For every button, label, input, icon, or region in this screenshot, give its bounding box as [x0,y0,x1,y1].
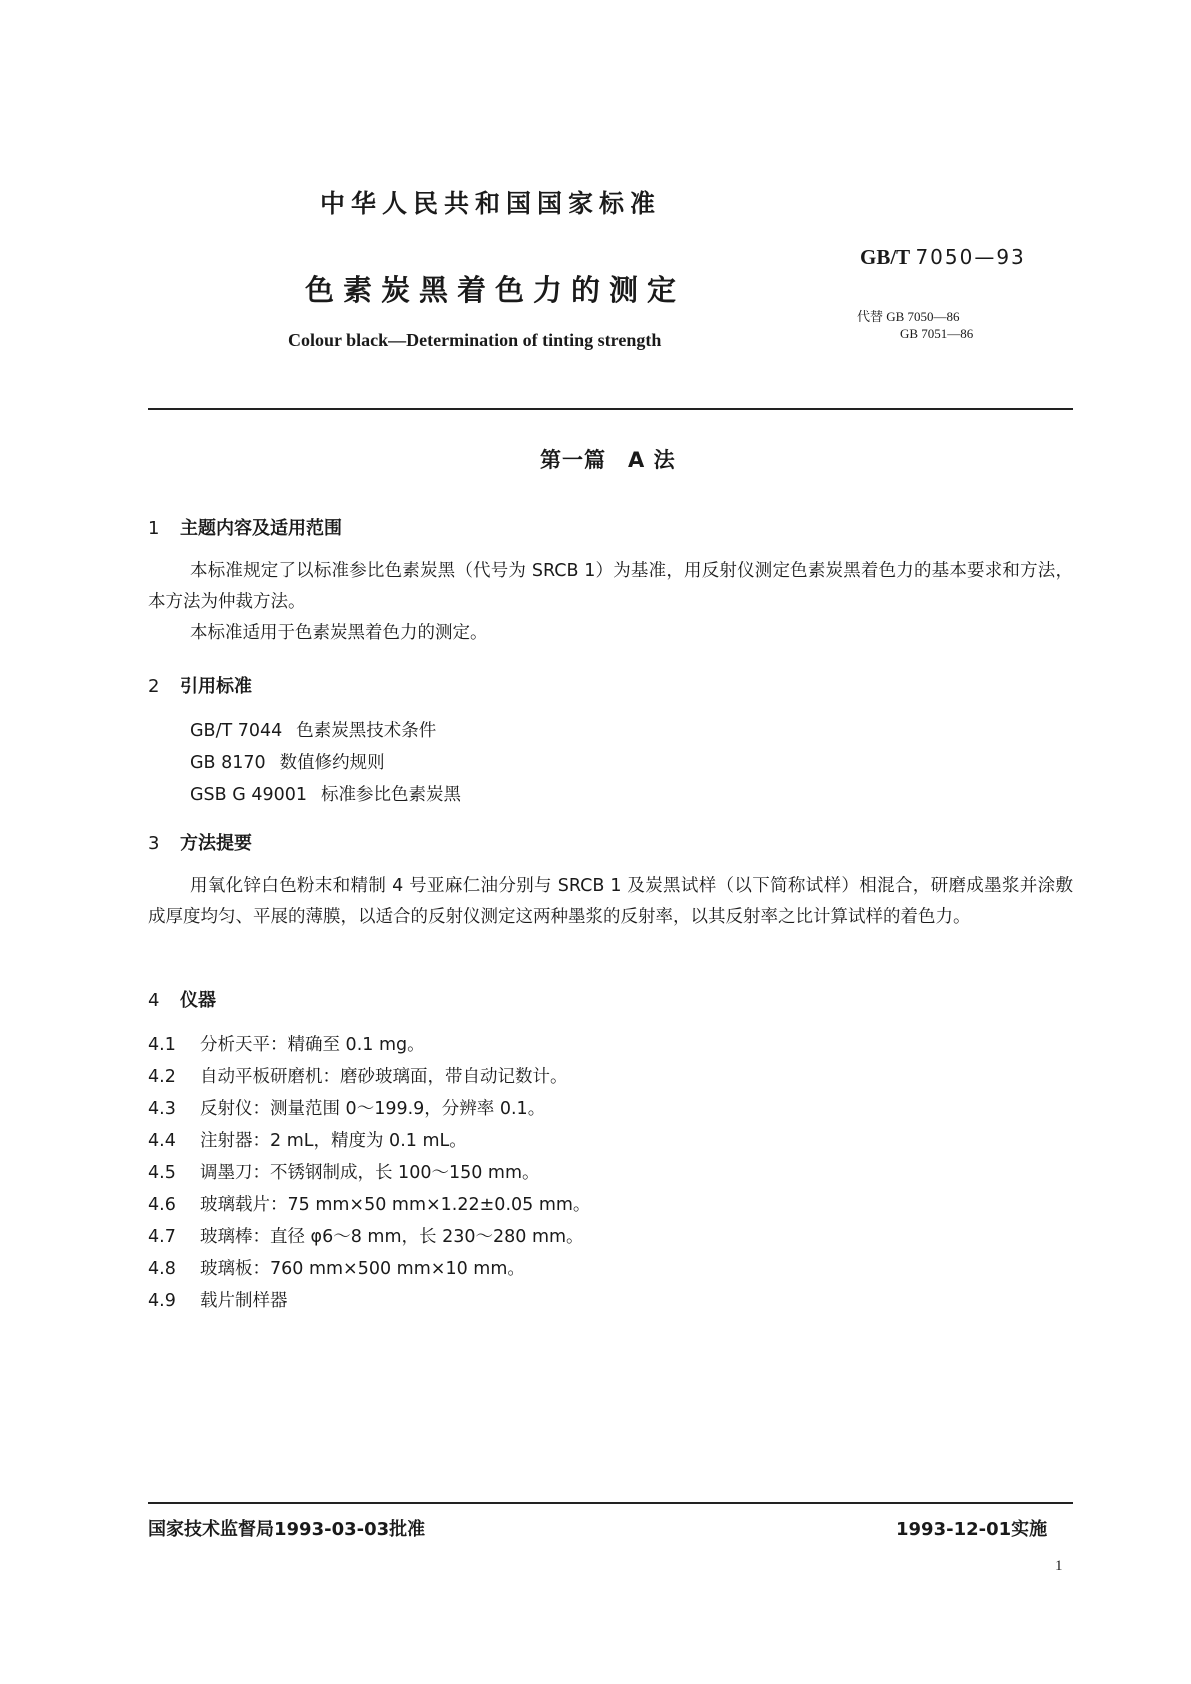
item-text: 调墨刀：不锈钢制成，长 100～150 mm。 [200,1163,540,1183]
item-text: 分析天平：精确至 0.1 mg。 [200,1035,425,1055]
instrument-item [148,1031,425,1056]
item-number: 4.7 [148,1227,176,1247]
page-number: 1 [1055,1558,1063,1574]
item-number: 4.5 [148,1163,176,1183]
document-title: 色素炭黑着色力的测定 [305,273,686,307]
issuing-organization: 中华人民共和国国家标准 [320,189,662,218]
supersedes-block [857,308,973,342]
item-number: 4.8 [148,1259,176,1279]
section-1-number: 1 [148,518,160,539]
reference-code: GSB G 49001 [190,785,308,805]
standard-code: 7050—93 [915,245,1026,269]
reference-code: GB 8170 [190,753,266,773]
reference-code: GB/T 7044 [190,721,283,741]
item-text: 注射器：2 mL，精度为 0.1 mL。 [200,1131,467,1151]
item-text: 载片制样器 [200,1291,288,1311]
reference-name: 色素炭黑技术条件 [296,721,437,741]
instrument-item [148,1287,288,1312]
instrument-item [148,1063,568,1088]
section-4-heading [148,986,216,1012]
section-2-number: 2 [148,676,160,697]
item-text: 反射仪：测量范围 0～199.9，分辨率 0.1。 [200,1099,546,1119]
section-2-title: 引用标准 [180,676,252,697]
section-3-paragraph: 用氧化锌白色粉末和精制 4 号亚麻仁油分别与 SRCB 1 及炭黑试样（以下简称试样）相混合，研磨成墨浆并涂敷成厚度均匀、平展的薄膜，以适合的反射仪测定这两种墨浆的反射率，以其反射率之比计算试样的着色力。 [148,876,1073,927]
header-divider [148,408,1073,410]
section-1-heading [148,514,342,540]
item-text: 自动平板研磨机：磨砂玻璃面，带自动记数计。 [200,1067,568,1087]
section-4-number: 4 [148,990,160,1011]
english-title: Colour black—Determination of tinting strength [288,330,662,350]
section-1-title: 主题内容及适用范围 [180,518,342,539]
instrument-item [148,1159,540,1184]
item-number: 4.2 [148,1067,176,1087]
part-title: 第一篇 A 法 [540,448,676,472]
item-text: 玻璃板：760 mm×500 mm×10 mm。 [200,1259,525,1279]
section-2-heading [148,672,252,698]
footer-divider [148,1502,1073,1504]
implementation-date: 1993-12-01实施 [896,1519,1048,1540]
section-3-heading [148,829,252,855]
instrument-item [148,1191,590,1216]
item-number: 4.9 [148,1291,176,1311]
reference-name: 标准参比色素炭黑 [321,785,462,805]
item-number: 4.3 [148,1099,176,1119]
item-number: 4.6 [148,1195,176,1215]
reference-item [190,749,385,774]
reference-name: 数值修约规则 [279,753,385,773]
section-1-paragraph-2: 本标准适用于色素炭黑着色力的测定。 [190,623,488,643]
standard-prefix: GB/T [860,245,911,269]
section-1-paragraph-1: 本标准规定了以标准参比色素炭黑（代号为 SRCB 1）为基准，用反射仪测定色素炭黑着色力的基本要求和方法，本方法为仲裁方法。 [148,561,1073,612]
supersedes-line-1: 代替 GB 7050—86 [857,309,960,324]
reference-item [190,717,436,742]
item-text: 玻璃载片：75 mm×50 mm×1.22±0.05 mm。 [200,1195,591,1215]
section-4-title: 仪器 [180,990,216,1011]
instrument-item [148,1255,525,1280]
supersedes-line-2: GB 7051—86 [900,326,974,341]
section-3-title: 方法提要 [180,833,252,854]
item-number: 4.4 [148,1131,176,1151]
section-3-number: 3 [148,833,160,854]
instrument-item [148,1223,584,1248]
instrument-item [148,1095,545,1120]
item-number: 4.1 [148,1035,176,1055]
standard-number [860,245,1026,270]
item-text: 玻璃棒：直径 φ6～8 mm，长 230～280 mm。 [200,1227,584,1247]
instrument-item [148,1127,467,1152]
reference-item [190,781,461,806]
approval-date: 国家技术监督局1993-03-03批准 [148,1519,426,1540]
